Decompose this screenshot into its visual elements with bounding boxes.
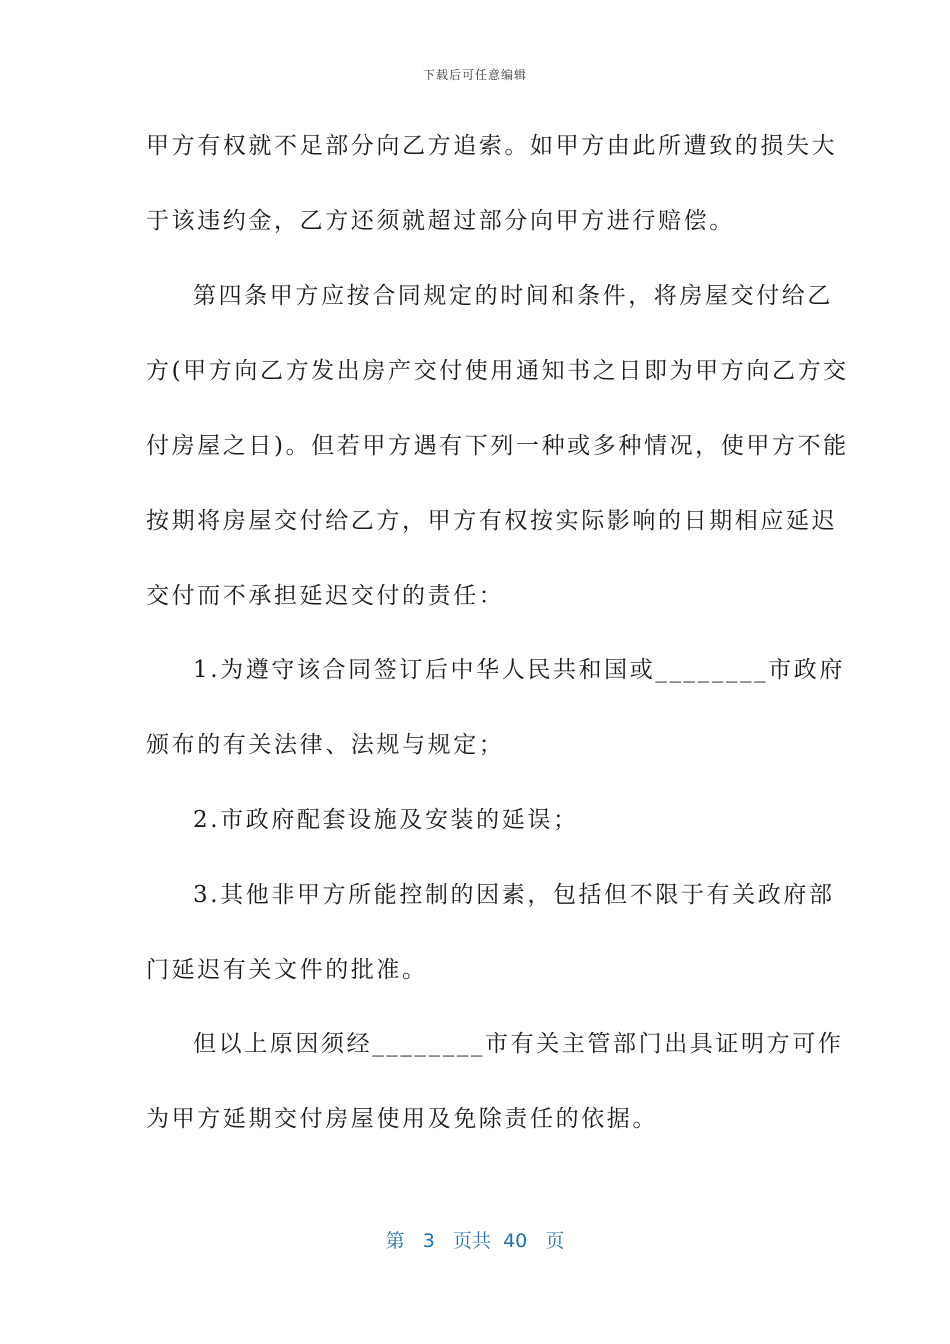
header-note: 下载后可任意编辑 bbox=[422, 68, 527, 82]
body-line: 2.市政府配套设施及安装的延误； bbox=[193, 807, 579, 833]
body-line: 颁布的有关法律、法规与规定； bbox=[146, 732, 505, 758]
body-line: 门延迟有关文件的批准。 bbox=[146, 957, 428, 983]
body-line: 1.为遵守该合同签订后中华人民共和国或________市政府 bbox=[193, 657, 845, 683]
total-page-count: 40 bbox=[503, 1230, 528, 1252]
body-line: 为甲方延期交付房屋使用及免除责任的依据。 bbox=[146, 1106, 658, 1132]
body-line: 交付而不承担延迟交付的责任： bbox=[146, 583, 505, 609]
footer-middle: 页共 bbox=[452, 1230, 491, 1252]
body-line: 付房屋之日)。但若甲方遇有下列一种或多种情况，使甲方不能 bbox=[146, 433, 849, 459]
body-line: 甲方有权就不足部分向乙方追索。如甲方由此所遭致的损失大 bbox=[146, 133, 838, 159]
body-line: 于该违约金，乙方还须就超过部分向甲方进行赔偿。 bbox=[146, 208, 735, 234]
footer-suffix: 页 bbox=[545, 1230, 565, 1252]
body-line: 但以上原因须经________市有关主管部门出具证明方可作 bbox=[193, 1031, 844, 1057]
body-line: 按期将房屋交付给乙方，甲方有权按实际影响的日期相应延迟 bbox=[146, 508, 838, 534]
page-footer bbox=[0, 1226, 950, 1253]
body-line: 第四条甲方应按合同规定的时间和条件，将房屋交付给乙 bbox=[193, 283, 833, 309]
body-line: 3.其他非甲方所能控制的因素，包括但不限于有关政府部 bbox=[193, 882, 835, 908]
current-page-number: 3 bbox=[422, 1230, 435, 1252]
body-line: 方(甲方向乙方发出房产交付使用通知书之日即为甲方向乙方交 bbox=[146, 358, 849, 384]
footer-prefix: 第 bbox=[385, 1230, 405, 1252]
